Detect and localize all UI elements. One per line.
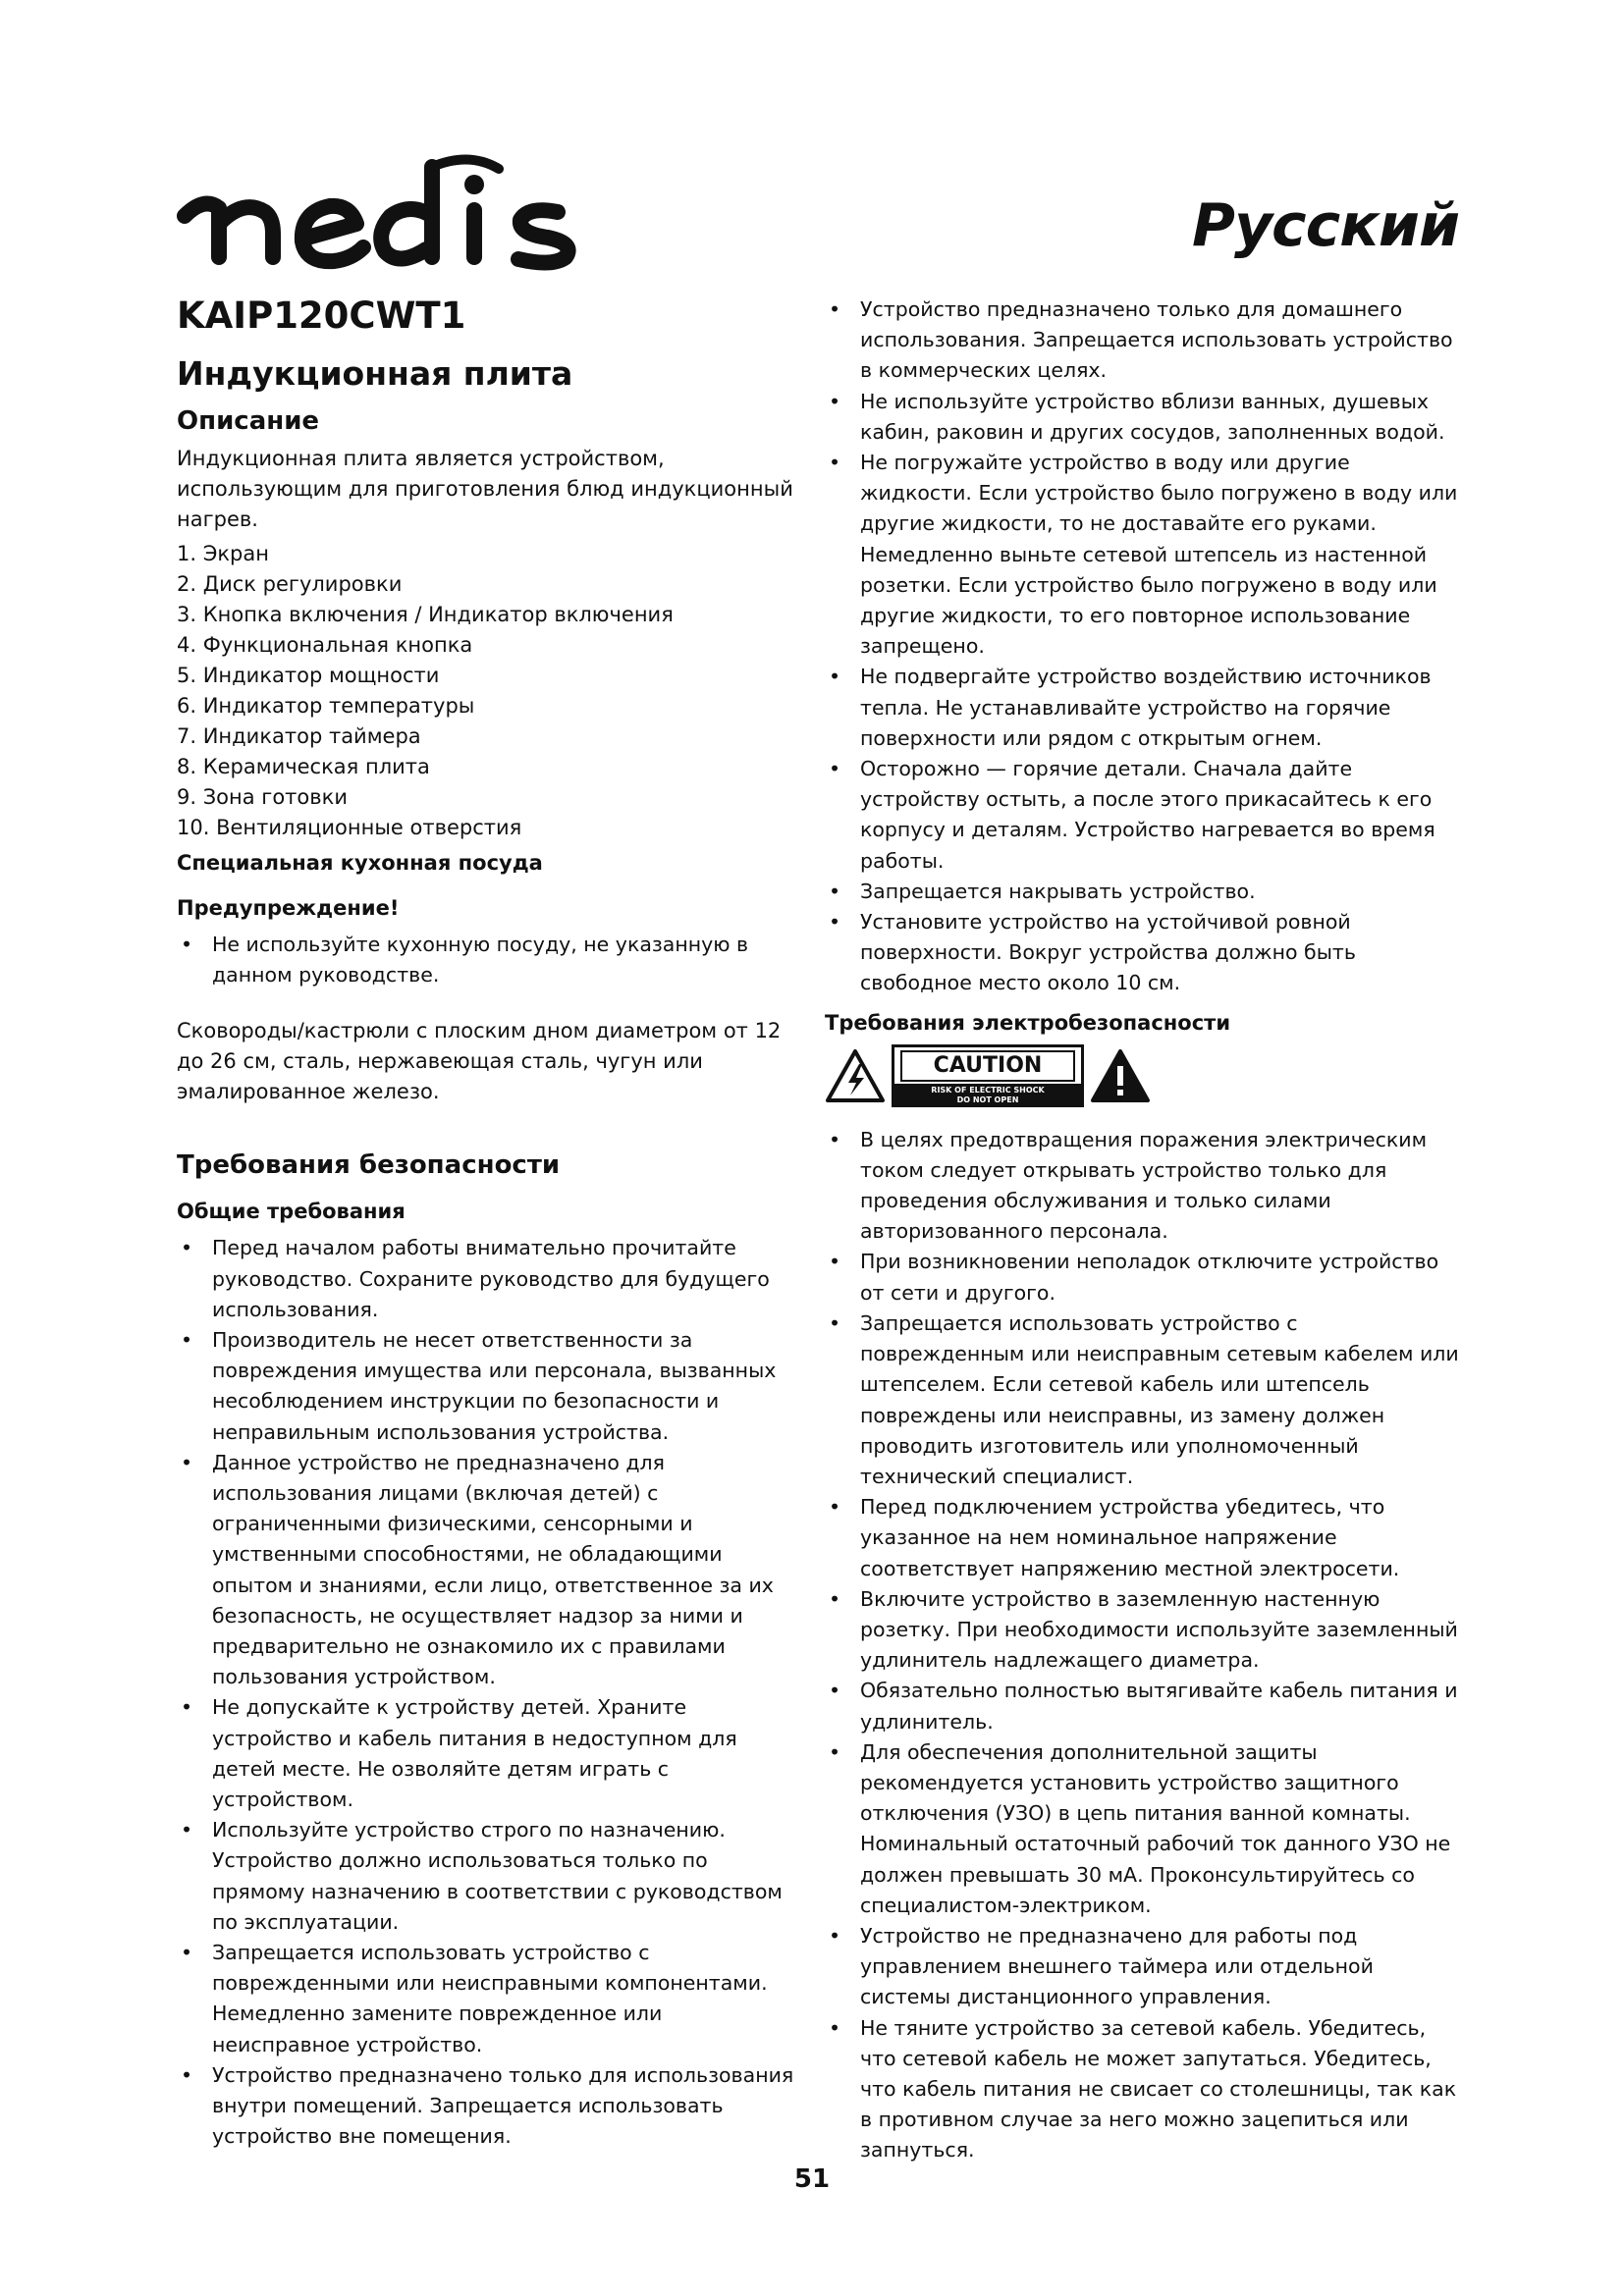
nedis-logo [175, 147, 636, 285]
caution-label [825, 1044, 1463, 1107]
safety-list-bottom [825, 1125, 1463, 2166]
list-item: • Включите устройство в заземленную настенную розетку. При необходимости используйте заземленный удлинитель надлежащего диаметра. [825, 1584, 1463, 1677]
caution-subtext: RISK OF ELECTRIC SHOCK DO NOT OPEN [894, 1084, 1081, 1105]
list-item: • Не погружайте устройство в воду или другие жидкости. Если устройство было погружено в воду или другие жидкости, то не доставайте его руками. Немедленно выньте сетевой штепсель из настенной розетки. Если устройство было погружено в воду или другие жидкости, то его повторное использование запрещено. [825, 448, 1463, 662]
list-item: • Не тяните устройство за сетевой кабель. Убедитесь, что сетевой кабель не может запутаться. Убедитесь, что кабель питания не свисает со столешницы, так как в противном случае за него можно зацепиться или запнуться. [825, 2013, 1463, 2166]
exclamation-warning-icon [1090, 1048, 1151, 1103]
list-item: • Запрещается использовать устройство с поврежденным или неисправным сетевым кабелем или штепселем. Если сетевой кабель или штепсель повреждены или неисправны, из замену должен проводить изготовитель или уполномоченный технический специалист. [825, 1308, 1463, 1492]
parts-list [177, 539, 805, 843]
page-number: 51 [793, 2164, 831, 2194]
model-number: KAIP120CWT1 [177, 294, 466, 337]
list-item: • Перед началом работы внимательно прочитайте руководство. Сохраните руководство для будущего использования. [177, 1233, 805, 1325]
cookware-text: Сковороды/кастрюли с плоским дном диаметром от 12 до 26 см, сталь, нержавеющая сталь, чугун или эмалированное железо. [177, 1019, 782, 1104]
list-item: • Для обеспечения дополнительной защиты рекомендуется установить устройство защитного отключения (УЗО) в цепь питания ванной комнаты. Номинальный остаточный рабочий ток данного УЗО не должен превышать 30 мА. Проконсультируйтесь со специалистом-электриком. [825, 1737, 1463, 1921]
list-item: • Используйте устройство строго по назначению. Устройство должно использоваться только по прямому назначению в соответствии с руководством по эксплуатации. [177, 1815, 805, 1938]
list-item: • Обязательно полностью вытягивайте кабель питания и удлинитель. [825, 1676, 1463, 1736]
description-heading: Описание [177, 406, 320, 436]
parts-list-item: 1. Экран [177, 542, 269, 565]
list-item: • Установите устройство на устойчивой ровной поверхности. Вокруг устройства должно быть свободное место около 10 см. [825, 907, 1463, 999]
list-item: • Не используйте устройство вблизи ванных, душевых кабин, раковин и других сосудов, заполненных водой. [825, 387, 1463, 448]
list-item: • Производитель не несет ответственности за повреждения имущества или персонала, вызванных несоблюдением инструкции по безопасности и неправильным использования устройства. [177, 1325, 805, 1448]
parts-list-item: 3. Кнопка включения / Индикатор включения [177, 603, 674, 626]
parts-list-item: 10. Вентиляционные отверстия [177, 816, 522, 839]
list-item: • При возникновении неполадок отключите устройство от сети и другого. [825, 1247, 1463, 1308]
parts-list-item: 9. Зона готовки [177, 785, 348, 809]
safety-list-top [825, 294, 1463, 999]
parts-list-item: 5. Индикатор мощности [177, 664, 440, 687]
general-heading: Общие требования [177, 1200, 406, 1224]
description-text: Индукционная плита является устройством, использующим для приготовления блюд индукционный нагрев. [177, 447, 793, 531]
list-item: • Не подвергайте устройство воздействию источников тепла. Не устанавливайте устройство на горячие поверхности или рядом с открытым огнем. [825, 662, 1463, 754]
warning-list [177, 930, 805, 990]
list-item: • Запрещается использовать устройство с поврежденными или неисправными компонентами. Немедленно замените поврежденное или неисправное устройство. [177, 1938, 805, 2060]
list-item: • Устройство не предназначено для работы под управлением внешнего таймера или отдельной системы дистанционного управления. [825, 1921, 1463, 2013]
list-item: • Не допускайте к устройству детей. Храните устройство и кабель питания в недоступном для детей месте. Не озволяйте детям играть с устройством. [177, 1692, 805, 1815]
svg-text:nedis: nedis [175, 147, 178, 148]
list-item: • Устройство предназначено только для использования внутри помещений. Запрещается использовать устройство вне помещения. [177, 2060, 805, 2153]
list-item: • В целях предотвращения поражения электрическим током следует открывать устройство только для проведения обслуживания и только силами авторизованного персонала. [825, 1125, 1463, 1248]
warning-heading: Предупреждение! [177, 896, 400, 920]
caution-title: CAUTION [900, 1050, 1075, 1082]
parts-list-item: 2. Диск регулировки [177, 572, 403, 596]
general-list [177, 1233, 805, 2152]
safety-heading: Требования безопасности [177, 1150, 561, 1181]
electrical-heading: Требования электробезопасности [825, 1010, 1231, 1035]
parts-list-item: 8. Керамическая плита [177, 755, 430, 778]
list-item: • Не используйте кухонную посуду, не указанную в данном руководстве. [177, 930, 805, 990]
list-item: • Осторожно — горячие детали. Сначала дайте устройству остыть, а после этого прикасайтесь к его корпусу и деталям. Устройство нагревается во время работы. [825, 754, 1463, 877]
right-column [825, 294, 1463, 2166]
caution-box [892, 1044, 1084, 1107]
list-item: • Запрещается накрывать устройство. [825, 877, 1463, 907]
list-item: • Данное устройство не предназначено для использования лицами (включая детей) с ограниченными физическими, сенсорными и умственными способностями, не обладающими опытом и знаниями, если лицо, ответственное за их безопасность, не осуществляет надзор за ними и предварительно не ознакомило их с правилами пользования устройством. [177, 1448, 805, 1693]
left-column [177, 294, 805, 2153]
language-title: Русский [1191, 191, 1459, 260]
cookware-heading: Специальная кухонная посуда [177, 851, 543, 875]
product-title: Индукционная плита [177, 354, 573, 393]
parts-list-item: 4. Функциональная кнопка [177, 633, 473, 657]
list-item: • Перед подключением устройства убедитесь, что указанное на нем номинальное напряжение соответствует напряжению местной электросети. [825, 1492, 1463, 1584]
list-item: • Устройство предназначено только для домашнего использования. Запрещается использовать устройство в коммерческих целях. [825, 294, 1463, 387]
parts-list-item: 7. Индикатор таймера [177, 724, 421, 748]
electric-shock-warning-icon [825, 1048, 886, 1103]
parts-list-item: 6. Индикатор температуры [177, 694, 475, 718]
